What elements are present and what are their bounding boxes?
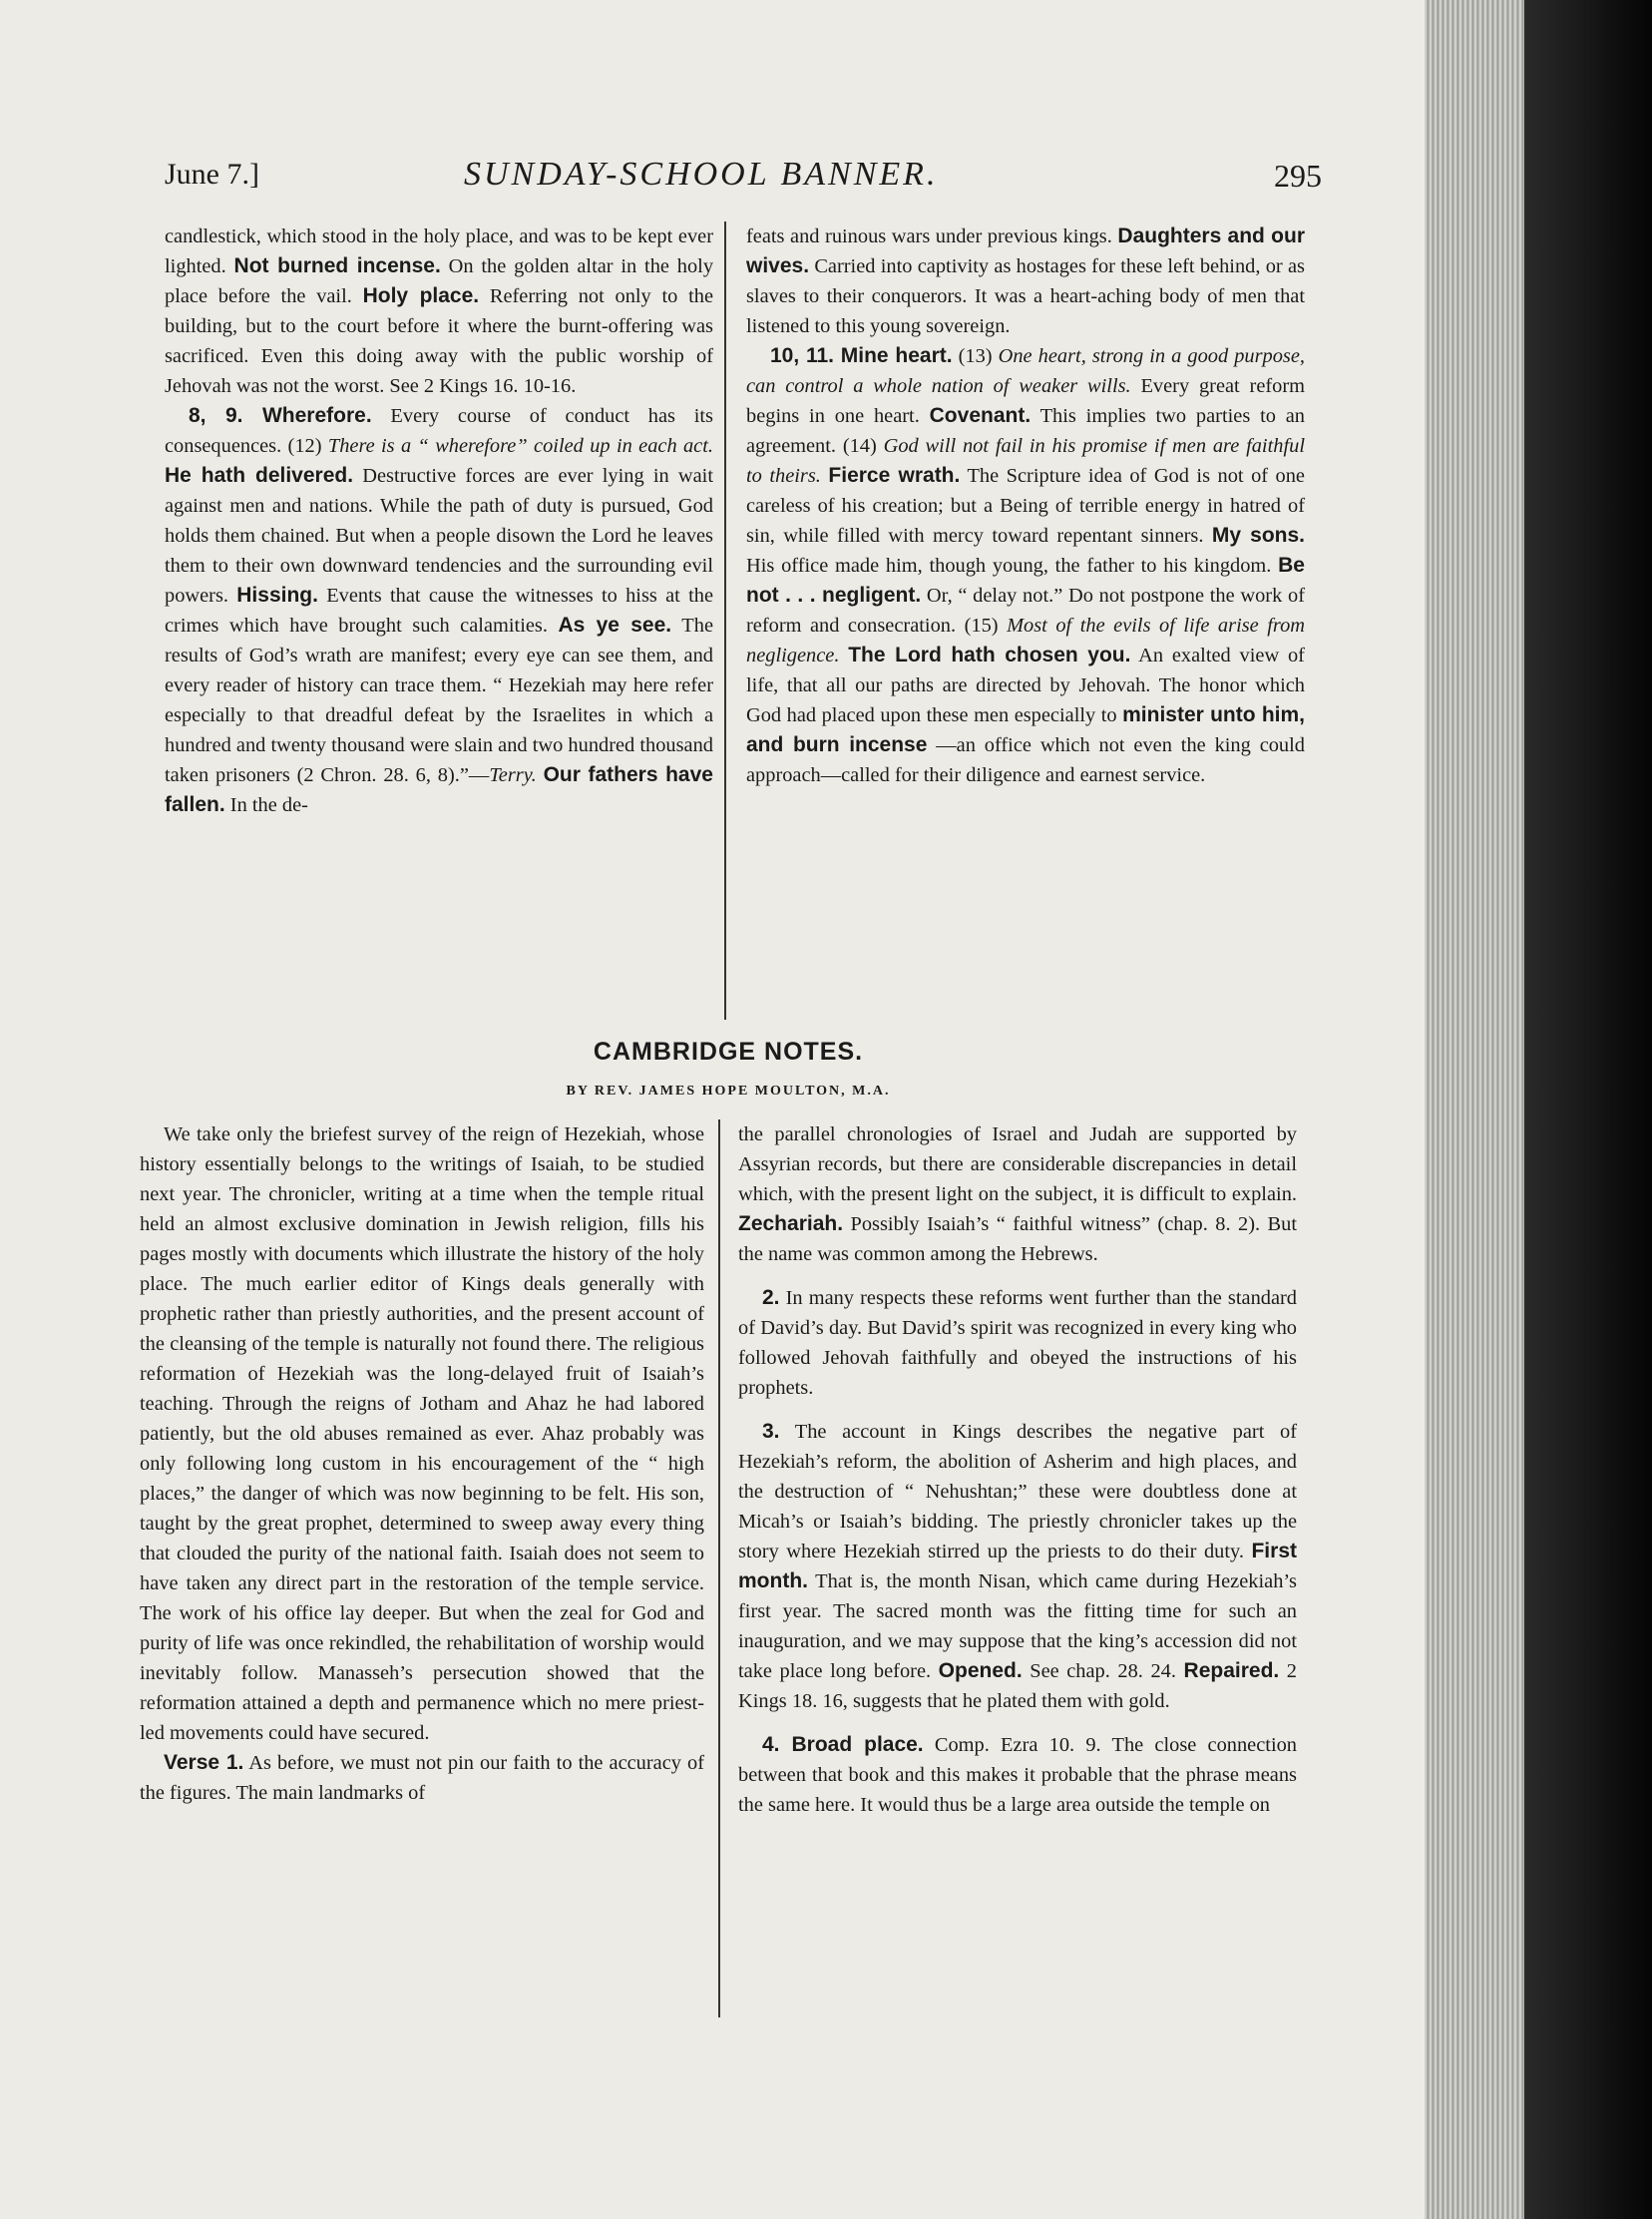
header-title: SUNDAY-SCHOOL BANNER. bbox=[464, 156, 939, 193]
bottom-left-column bbox=[140, 1119, 704, 1808]
paragraph: 4. Broad place. Comp. Ezra 10. 9. The close connection between that book and this makes it probable that the phrase means the same here. It would thus be a large area outside the temple on bbox=[738, 1733, 1298, 1816]
paragraph: candlestick, which stood in the holy place, and was to be kept ever lighted. Not burned incense. On the golden altar in the holy place before the vail. Holy place. Referring not only to the building, but to the court before it where the burnt-offering was sacrificed. Even this doing away with the public worship of Jehovah was not the worst. See 2 Kings 16. 10-16. bbox=[165, 225, 714, 397]
paragraph: feats and ruinous wars under previous kings. Daughters and our wives. Carried into captivity as hostages for these left behind, or as slaves to their conquerors. It was a heart-aching body of men that listened to this young sovereign. bbox=[746, 224, 1305, 337]
book-fore-edge bbox=[1425, 0, 1524, 2219]
header-date: June 7.] bbox=[165, 158, 259, 191]
paragraph: Verse 1. As before, we must not pin our faith to the accuracy of the figures. The main landmarks of bbox=[140, 1751, 704, 1804]
background-shadow bbox=[1524, 0, 1652, 2219]
section-title: CAMBRIDGE NOTES. bbox=[593, 1038, 864, 1066]
top-right-column bbox=[746, 222, 1305, 790]
column-rule bbox=[724, 222, 726, 1020]
section-byline: BY REV. JAMES HOPE MOULTON, M.A. bbox=[566, 1084, 891, 1099]
running-header bbox=[165, 150, 1322, 200]
paragraph: the parallel chronologies of Israel and Judah are supported by Assyrian records, but there are considerable discrepancies in detail which, with the present light on the subject, it is difficult to explain. Zechariah. Possibly Isaiah’s “ faithful witness” (chap. 8. 2). But the name was common among the Hebrews. bbox=[738, 1123, 1297, 1265]
page-number: 295 bbox=[1274, 158, 1322, 194]
paragraph: We take only the briefest survey of the reign of Hezekiah, whose history essentially belongs to the writings of Isaiah, to be studied next year. The chronicler, writing at a time when the temple ritual held an almost exclusive domination in Jewish religion, fills his pages mostly with documents which illustrate the history of the holy place. The much earlier editor of Kings deals generally with prophetic rather than priestly authorities, and the present account of the cleansing of the temple is naturally not found there. The religious reformation of Hezekiah was the long-delayed fruit of Isaiah’s teaching. Through the reigns of Jotham and Ahaz he had labored patiently, but the old abuses remained as ever. Ahaz probably was only following long custom in his encouragement of the “ high places,” the danger of which was now beginning to be felt. His son, taught by the great prophet, determined to sweep away every thing that clouded the purity of the national faith. Isaiah does not seem to have taken any direct part in the restoration of the temple service. The work of his office lay deeper. But when the zeal for God and purity of life was once rekindled, the rehabilitation of worship would inevitably follow. Manasseh’s persecution showed that the reformation attained a depth and permanence which no mere priest-led movements could have secured. bbox=[140, 1123, 704, 1744]
bottom-right-column bbox=[738, 1119, 1297, 1820]
column-rule bbox=[718, 1119, 720, 2017]
top-left-column bbox=[165, 222, 713, 820]
paragraph: 10, 11. Mine heart. (13) One heart, strong in a good purpose, can control a whole nation of weaker wills. Every great reform begins in one heart. Covenant. This implies two parties to an agreement. (14) God will not fail in his promise if men are faithful to theirs. Fierce wrath. The Scripture idea of God is not of one careless of his creation; but a Being of terrible energy in hatred of sin, while filled with mercy toward repentant sinners. My sons. His office made him, though young, the father to his kingdom. Be not . . . negligent. Or, “ delay not.” Do not postpone the work of reform and consecration. (15) Most of the evils of life arise from negligence. The Lord hath chosen you. An exalted view of life, that all our paths are directed by Jehovah. The honor which God had placed upon these men especially to minister unto him, and burn incense —an office which not even the king could approach—called for their diligence and earnest service. bbox=[746, 344, 1306, 786]
paragraph: 3. The account in Kings describes the negative part of Hezekiah’s reform, the abolition of Asherim and high places, and the destruction of “ Nehushtan;” these were doubtless done at Micah’s or Isaiah’s bidding. The priestly chronicler takes up the story where Hezekiah stirred up the priests to do their duty. First month. That is, the month Nisan, which came during Hezekiah’s first year. The sacred month was the fitting time for such an inauguration, and we may suppose that the king’s accession did not take place long before. Opened. See chap. 28. 24. Repaired. 2 Kings 18. 16, suggests that he plated them with gold. bbox=[738, 1420, 1297, 1712]
paragraph: 8, 9. Wherefore. Every course of conduct has its consequences. (12) There is a “ wherefore” coiled up in each act. He hath delivered. Destructive forces are ever lying in wait against men and nations. While the path of duty is pursued, God holds them chained. But when a people disown the Lord he leaves them to their own downward tendencies and the surrounding evil powers. Hissing. Events that cause the witnesses to hiss at the crimes which have brought such calamities. As ye see. The results of God’s wrath are manifest; every eye can see them, and every reader of history can trace them. “ Hezekiah may here refer especially to that dreadful defeat by the Israelites in which a hundred and twenty thousand were slain and two hundred thousand taken prisoners (2 Chron. 28. 6, 8).”—Terry. Our fathers have fallen. In the de- bbox=[165, 404, 714, 816]
paragraph: 2. In many respects these reforms went further than the standard of David’s day. But David’s spirit was recognized in every king who followed Jehovah faithfully and obeyed the instructions of his prophets. bbox=[738, 1286, 1297, 1399]
